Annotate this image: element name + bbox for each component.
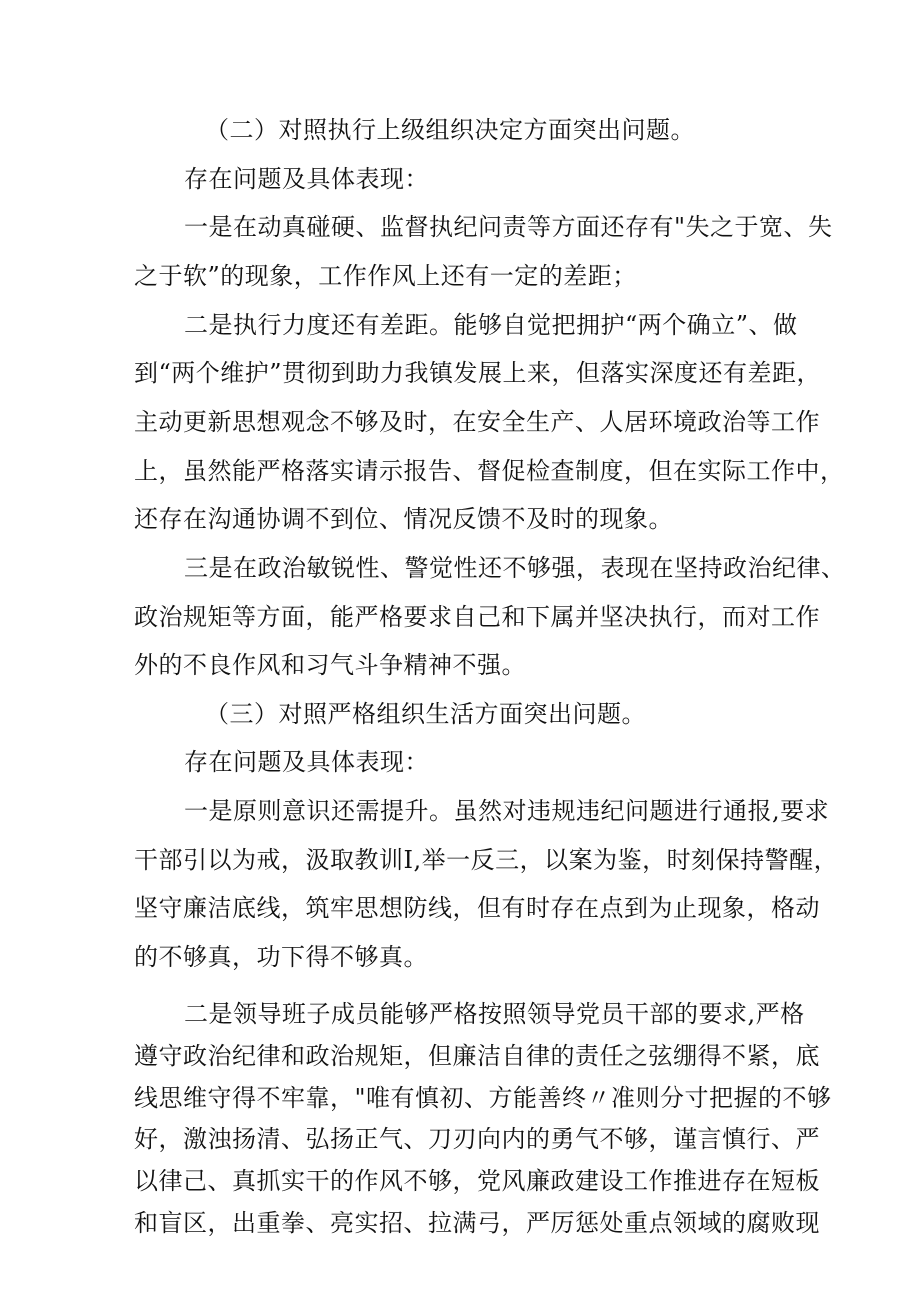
paragraph-line: 的不够真，功下得不够真。 — [134, 943, 428, 971]
paragraph-line: 三是在政治敏锐性、警觉性还不够强，表现在坚持政治纪律、 — [184, 554, 846, 582]
paragraph-line: 干部引以为戒，汲取教训I,举一反三，以案为鉴，时刻保持警醒， — [134, 846, 839, 874]
paragraph-line: 还存在沟通协调不到位、情况反馈不及时的现象。 — [134, 505, 673, 533]
paragraph-line: 二是执行力度还有差距。能够自觉把拥护“两个确立”、做 — [184, 311, 798, 339]
paragraph-line: 二是领导班子成员能够严格按照领导党员干部的要求,严格 — [184, 1000, 805, 1028]
paragraph-line: 坚守廉洁底线，筑牢思想防线，但有时存在点到为止现象，格动 — [134, 894, 820, 922]
paragraph-line: 以律己、真抓实干的作风不够，党风廉政建设工作推进存在短板 — [134, 1167, 820, 1195]
paragraph-line: 到“两个维护”贯彻到助力我镇发展上来，但落实深度还有差距， — [134, 359, 822, 387]
paragraph-line: 遵守政治纪律和政治规矩，但廉洁自律的责任之弦绷得不紧，底 — [134, 1042, 820, 1070]
section-heading-2: （二）对照执行上级组织决定方面突出问题。 — [205, 116, 695, 144]
paragraph-line: 主动更新思想观念不够及时，在安全生产、人居环境政治等工作 — [134, 408, 820, 436]
paragraph-line: 之于软”的现象，工作作风上还有一定的差距； — [134, 262, 637, 290]
paragraph-line: 外的不良作风和习气斗争精神不强。 — [134, 651, 526, 679]
section-heading-3: （三）对照严格组织生活方面突出问题。 — [205, 700, 646, 728]
paragraph-line: 一是在动真碰硬、监督执纪问责等方面还存有"失之于宽、失 — [184, 213, 833, 241]
paragraph-line: 线思维守得不牢靠，"唯有慎初、方能善终〃准则分寸把握的不够 — [134, 1084, 832, 1112]
paragraph-line: 存在问题及具体表现： — [184, 165, 429, 193]
paragraph-line: 上，虽然能严格落实请示报告、督促检查制度，但在实际工作中， — [134, 457, 845, 485]
paragraph-line: 政治规矩等方面，能严格要求自己和下属并坚决执行，而对工作 — [134, 603, 820, 631]
paragraph-line: 好，激浊扬清、弘扬正气、刀刃向内的勇气不够，谨言慎行、严 — [134, 1125, 820, 1153]
paragraph-line: 和盲区，出重拳、亮实招、拉满弓，严厉惩处重点领域的腐败现 — [134, 1209, 820, 1237]
paragraph-line: 存在问题及具体表现： — [184, 748, 429, 776]
paragraph-line: 一是原则意识还需提升。虽然对违规违纪问题进行通报,要求 — [184, 797, 830, 825]
